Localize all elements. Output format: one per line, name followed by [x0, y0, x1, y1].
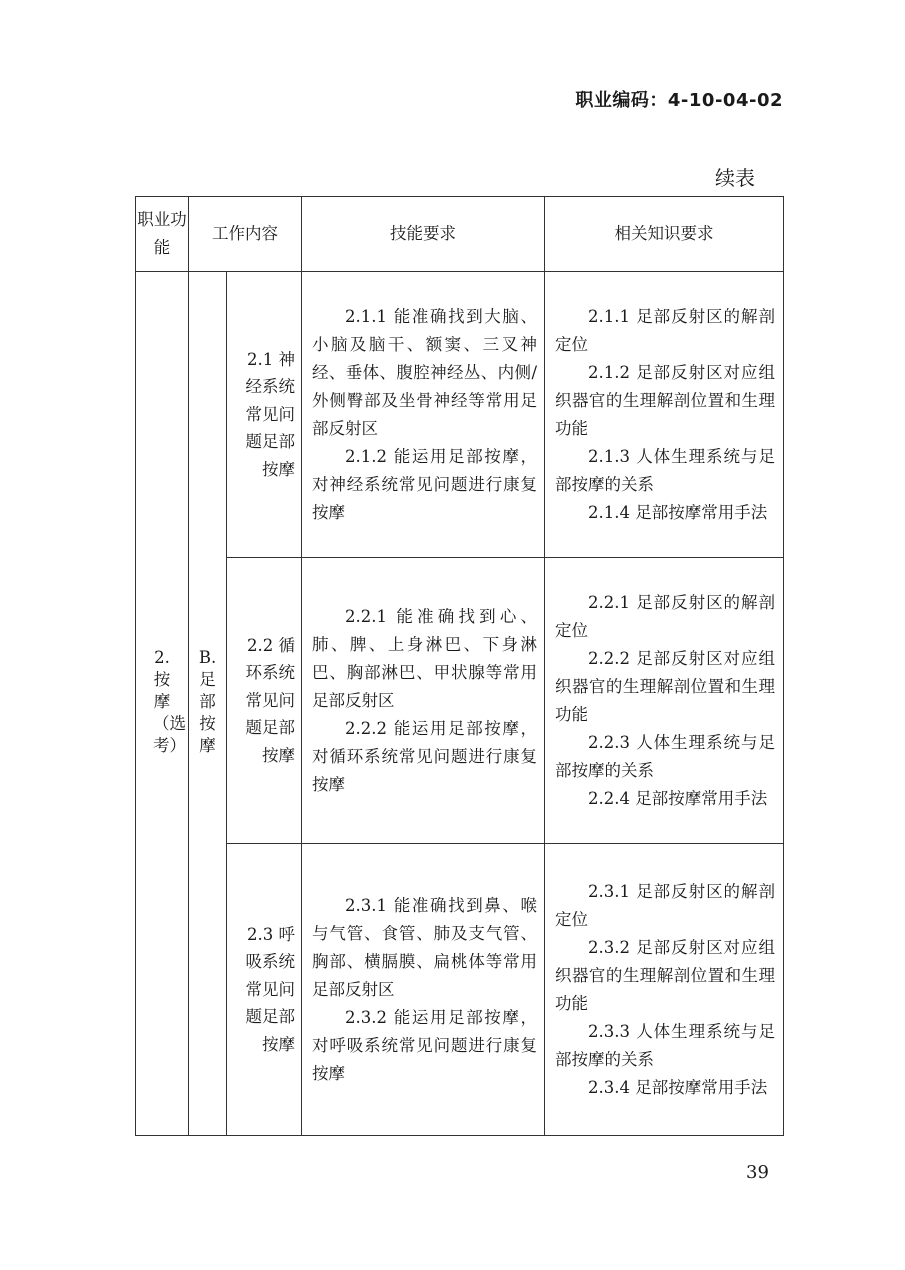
header-function: 职业功能 — [136, 197, 189, 272]
page-number: 39 — [746, 1162, 769, 1183]
skill-item: 2.3.1 能准确找到鼻、喉与气管、食管、肺及支气管、胸部、横膈膜、扁桃体等常用足部反射区 — [312, 895, 537, 999]
table-row — [136, 558, 784, 844]
function-label: 2. 按摩（选考） — [153, 648, 186, 755]
skill-item: 2.2.1 能准确找到心、肺、脾、上身淋巴、下身淋巴、胸部淋巴、甲状腺等常用足部反射区 — [312, 606, 537, 710]
category-cell — [189, 272, 227, 1136]
knowledge-item: 2.3.3 人体生理系统与足部按摩的关系 — [555, 1021, 775, 1069]
skills-cell — [302, 558, 545, 844]
content-cell — [227, 558, 302, 844]
knowledge-item: 2.1.2 足部反射区对应组织器官的生理解剖位置和生理功能 — [555, 362, 775, 438]
knowledge-item: 2.2.4 足部按摩常用手法 — [588, 788, 768, 808]
table-row — [136, 272, 784, 558]
function-cell — [136, 272, 189, 1136]
content-label: 2.2 循环系统常见问题足部按摩 — [245, 635, 295, 765]
table-row — [136, 844, 784, 1136]
skill-item: 2.1.2 能运用足部按摩，对神经系统常见问题进行康复按摩 — [312, 446, 537, 522]
content-label: 2.3 呼吸系统常见问题足部按摩 — [245, 924, 295, 1054]
skill-item: 2.1.1 能准确找到大脑、小脑及脑干、额窦、三叉神经、垂体、腹腔神经丛、内侧/外侧臀部及坐骨神经等常用足部反射区 — [312, 306, 537, 438]
knowledge-cell — [545, 272, 784, 558]
content-cell — [227, 844, 302, 1136]
skill-item: 2.2.2 能运用足部按摩，对循环系统常见问题进行康复按摩 — [312, 718, 537, 794]
knowledge-item: 2.2.3 人体生理系统与足部按摩的关系 — [555, 732, 775, 780]
skills-cell — [302, 272, 545, 558]
header-knowledge: 相关知识要求 — [545, 197, 784, 272]
knowledge-cell — [545, 844, 784, 1136]
table-header-row — [136, 197, 784, 272]
header-content: 工作内容 — [189, 197, 302, 272]
skill-item: 2.3.2 能运用足部按摩，对呼吸系统常见问题进行康复按摩 — [312, 1007, 537, 1083]
occupation-code: 职业编码：4-10-04-02 — [575, 90, 783, 111]
knowledge-cell — [545, 558, 784, 844]
knowledge-item: 2.3.2 足部反射区对应组织器官的生理解剖位置和生理功能 — [555, 937, 775, 1013]
continued-label: 续表 — [715, 166, 755, 190]
knowledge-item: 2.1.4 足部按摩常用手法 — [588, 502, 768, 522]
content-cell — [227, 272, 302, 558]
knowledge-item: 2.2.1 足部反射区的解剖定位 — [555, 592, 775, 640]
knowledge-item: 2.1.1 足部反射区的解剖定位 — [555, 306, 775, 354]
skills-table — [135, 196, 784, 1136]
content-label: 2.1 神经系统常见问题足部按摩 — [245, 349, 295, 479]
category-label: B. 足部按摩 — [198, 648, 217, 755]
skills-cell — [302, 844, 545, 1136]
knowledge-item: 2.3.1 足部反射区的解剖定位 — [555, 881, 775, 929]
knowledge-item: 2.2.2 足部反射区对应组织器官的生理解剖位置和生理功能 — [555, 648, 775, 724]
knowledge-item: 2.1.3 人体生理系统与足部按摩的关系 — [555, 446, 775, 494]
knowledge-item: 2.3.4 足部按摩常用手法 — [588, 1077, 768, 1097]
header-skills: 技能要求 — [302, 197, 545, 272]
